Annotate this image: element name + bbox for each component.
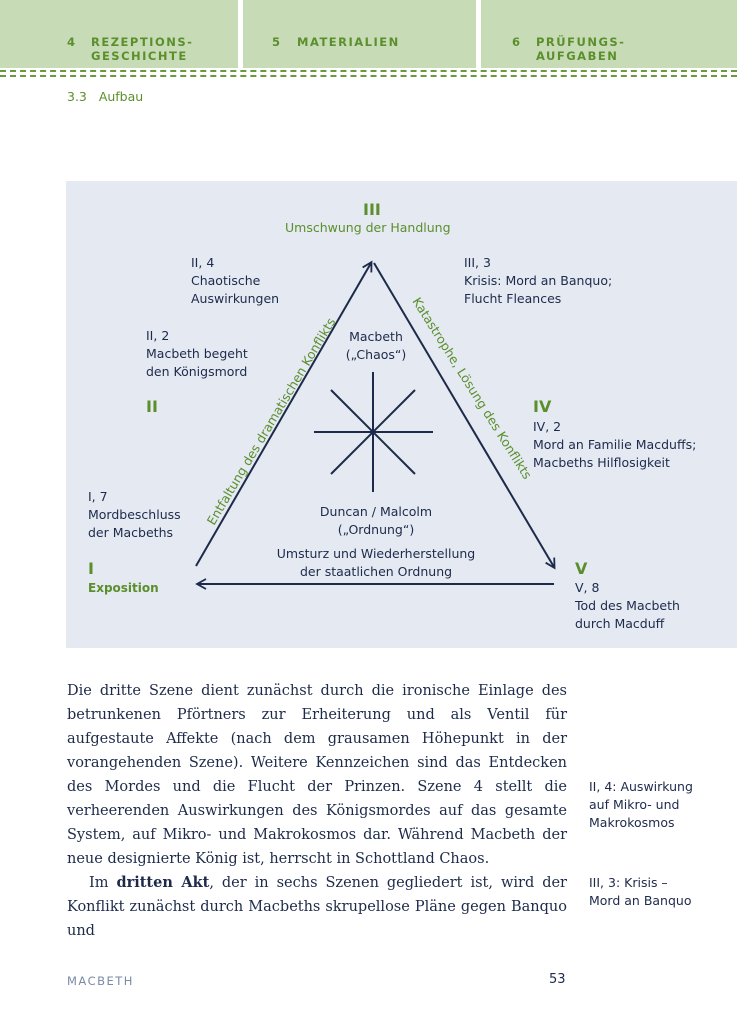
margin-note-ii4: II, 4: Auswirkung auf Mikro- und Makrokosmos xyxy=(589,779,693,830)
right-side-label: Katastrophe, Lösung des Konflikts xyxy=(409,294,536,482)
tab-label-line2: GESCHICHTE xyxy=(91,49,188,63)
scene-iii3-label: III, 3 Krisis: Mord an Banquo; Flucht Fleances xyxy=(464,255,613,306)
scene-ii2-label: II, 2 Macbeth begeht den Königsmord xyxy=(146,328,248,379)
tab-number: 4 xyxy=(67,35,77,49)
act-three-label: Umschwung der Handlung xyxy=(285,220,451,235)
section-heading xyxy=(67,89,143,104)
header-divider-top xyxy=(0,70,737,72)
act-one-numeral: I xyxy=(88,559,94,578)
tab-number: 6 xyxy=(512,35,522,49)
paragraph-2-bold: dritten Akt xyxy=(116,874,210,891)
scene-iv2-label: IV, 2 Mord an Familie Macduffs; Macbeths Hilflosigkeit xyxy=(533,419,697,470)
footer-book-title: MACBETH xyxy=(67,974,134,988)
restoration-label: Umsturz und Wiederherstellung der staatlichen Ordnung xyxy=(276,546,476,579)
page-number: 53 xyxy=(549,972,566,987)
tab-label xyxy=(91,35,193,63)
header-tab-pruefungsaufgaben[interactable] xyxy=(481,0,737,68)
section-number: 3.3 xyxy=(67,89,87,104)
paragraph-1: Die dritte Szene dient zunächst durch die ironische Einlage des betrunkenen Pförtners zur Erheiterung und als Ventil für aufgestaute Affekte (nach dem grausamen Höhepunkt in der vorangehenden Szene). Weitere Kennzeichen sind das Entdecken des Mordes und die Flucht der Prinzen. Szene 4 stellt die verheerenden Auswirkungen des Königsmordes auf das gesamte System, auf Mikro- und Makrokosmos dar. Während Macbeth der neue designierte König ist, herrscht in Schottland Chaos. xyxy=(67,683,567,867)
scene-ii4-label: II, 4 Chaotische Auswirkungen xyxy=(191,255,280,306)
body-text xyxy=(67,679,567,943)
tab-label xyxy=(536,35,625,63)
act-one-label: Exposition xyxy=(88,581,159,595)
paragraph-2-pre: Im xyxy=(89,875,117,891)
header-tab-rezeptionsgeschichte[interactable] xyxy=(0,0,238,68)
tab-label-line1: REZEPTIONS- xyxy=(91,35,194,49)
act-four-numeral: IV xyxy=(533,397,552,416)
margin-note-iii3: III, 3: Krisis – Mord an Banquo xyxy=(589,875,692,908)
paragraph-2-post: , der in sechs Szenen gegliedert ist, wird der Konflikt zunächst durch Macbeths skrupellose Pläne gegen Banquo und xyxy=(67,875,567,939)
left-side-label: Entfaltung des dramatischen Konflikts xyxy=(203,315,339,528)
header-divider-bottom xyxy=(0,75,737,77)
tab-number: 5 xyxy=(272,35,282,49)
drama-structure-diagram xyxy=(66,181,737,648)
header-tab-materialien[interactable] xyxy=(243,0,476,68)
tab-label-line1: PRÜFUNGS- xyxy=(536,35,626,49)
act-two-numeral: II xyxy=(146,397,158,416)
chaos-star-icon xyxy=(314,372,433,492)
section-title: Aufbau xyxy=(98,89,144,104)
tab-label-line2: AUFGABEN xyxy=(536,49,619,63)
act-five-numeral: V xyxy=(575,559,588,578)
scene-v8-label: V, 8 Tod des Macbeth durch Macduff xyxy=(575,580,680,631)
tab-label: MATERIALIEN xyxy=(297,35,400,49)
paragraph-2 xyxy=(67,871,567,943)
act-three-numeral: III xyxy=(363,200,381,219)
chaos-center-label: Macbeth („Chaos“) xyxy=(345,329,407,362)
order-center-label: Duncan / Malcolm („Ordnung“) xyxy=(319,504,433,537)
scene-i7-label: I, 7 Mordbeschluss der Macbeths xyxy=(88,489,181,540)
